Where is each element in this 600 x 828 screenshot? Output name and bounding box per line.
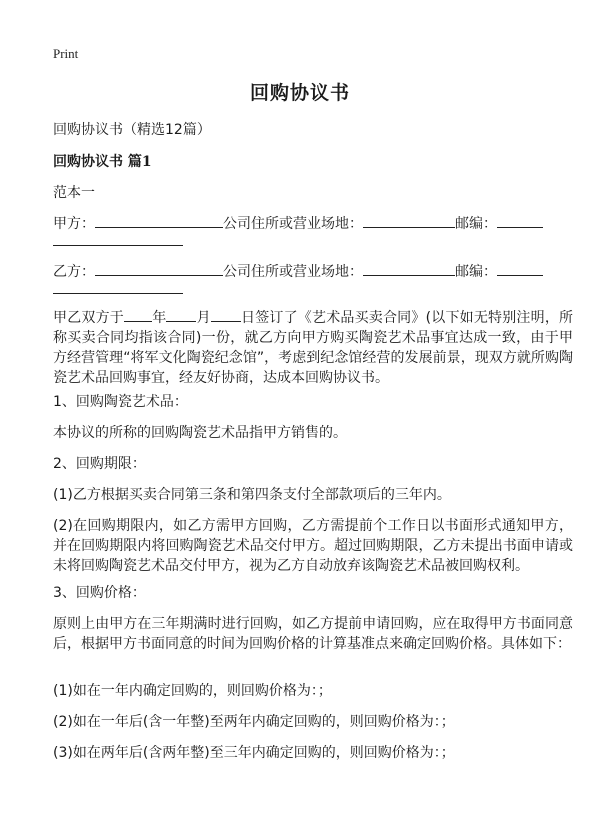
intro-year: 年 — [152, 310, 167, 326]
party-b-name-blank — [95, 260, 223, 276]
party-a-postcode-blank — [497, 212, 543, 228]
intro-year-blank — [124, 306, 152, 322]
item2-paragraph-1: (1)乙方根据买卖合同第三条和第四条支付全部款项后的三年内。 — [53, 487, 451, 503]
party-a-address-blank — [363, 212, 455, 228]
item3-text: 原则上由甲方在三年期满时进行回购，如乙方提前申请回购，应在取得甲方书面同意后，根据甲方书面同意的时间为回购价格的计算基准点来确定回购价格。具体如下： — [53, 616, 573, 652]
intro-month: 月 — [196, 310, 211, 326]
item2-paragraph-2: (2)在回购期限内，如乙方需甲方回购，乙方需提前个工作日以书面形式通知甲方，并在回购期限内将回购陶瓷艺术品交付甲方。超过回购期限，乙方未提出书面申请或未将回购陶瓷艺术品交付甲方，视为乙方自动放弃该陶瓷艺术品被回购权利。 — [53, 518, 573, 574]
intro-month-blank — [166, 306, 196, 322]
party-b-label: 乙方： — [53, 264, 95, 280]
print-link[interactable]: Print — [53, 46, 79, 61]
intro-part1: 甲乙双方于 — [53, 310, 124, 326]
party-a-label: 甲方： — [53, 216, 95, 232]
party-b-address-label: 公司住所或营业场地： — [223, 264, 363, 280]
intro-paragraph — [53, 306, 573, 388]
party-a-postcode-blank-2 — [53, 230, 183, 246]
party-b-postcode-blank-2 — [53, 278, 183, 294]
intro-rest: 日签订了《艺术品买卖合同》(以下如无特别注明，所称买卖合同均指该合同)一份，就乙方向甲方购买陶瓷艺术品事宜达成一致，由于甲方经营管理“将军文化陶瓷纪念馆”，考虑到纪念馆经营的发展前景，现双方就所购陶瓷艺术品回购事宜，经友好协商，达成本回购协议书。 — [53, 310, 574, 386]
party-b-postcode-continuation — [53, 278, 183, 298]
item2-heading: 2、回购期限： — [53, 456, 146, 472]
item1-text: 本协议的所称的回购陶瓷艺术品指甲方销售的。 — [53, 425, 347, 441]
item3-heading: 3、回购价格： — [53, 585, 146, 601]
party-a-name-blank — [95, 212, 223, 228]
section-heading: 回购协议书 篇1 — [53, 154, 152, 170]
party-a-postcode-continuation — [53, 230, 183, 250]
party-a-address-label: 公司住所或营业场地： — [223, 216, 363, 232]
price-item-3: (3)如在两年后(含两年整)至三年内确定回购的，则回购价格为：； — [53, 745, 455, 761]
price-item-2: (2)如在一年后(含一年整)至两年内确定回购的，则回购价格为：； — [53, 714, 455, 730]
document-subtitle: 回购协议书（精选12篇） — [53, 122, 211, 138]
party-b-address-blank — [363, 260, 455, 276]
sample-label: 范本一 — [53, 185, 95, 201]
intro-day-blank — [211, 306, 241, 322]
document-title: 回购协议书 — [249, 82, 350, 104]
item1-heading: 1、回购陶瓷艺术品： — [53, 394, 188, 410]
party-b-postcode-label: 邮编： — [455, 264, 497, 280]
price-item-1: (1)如在一年内确定回购的，则回购价格为：； — [53, 683, 332, 699]
party-b-postcode-blank — [497, 260, 543, 276]
party-a-postcode-label: 邮编： — [455, 216, 497, 232]
